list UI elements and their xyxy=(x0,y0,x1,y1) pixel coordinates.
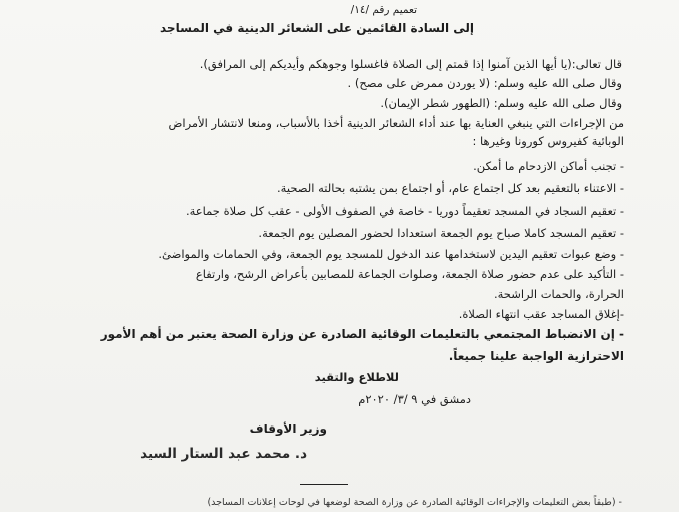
instruction-item-emphasis-continued: الاحترازية الواجبة علينا جميعاً. xyxy=(448,349,624,363)
instruction-item: - تعقيم السجاد في المسجد تعقيماً دوريا - خاصة في الصفوف الأولى - عقب كل صلاة جماعة. xyxy=(185,204,624,218)
addressee-heading: إلى السادة القائمين على الشعائر الدينية في المساجد xyxy=(160,21,474,35)
instruction-item: - تجنب أماكن الازدحام ما أمكن. xyxy=(473,159,624,173)
hadith-quote-1: وقال صلى الله عليه وسلم: (لا يوردن ممرض على مصح) . xyxy=(347,76,622,90)
instruction-item: - وضع عبوات تعقيم اليدين لاستخدامها عند الدخول للمسجد يوم الجمعة، وفي الحمامات والمواضئ. xyxy=(158,247,624,261)
quran-quote: قال تعالى:(يا أيها الذين آمنوا إذا قمتم إلى الصلاة فاغسلوا وجوهكم وأيديكم إلى المرافق). xyxy=(199,57,622,71)
instruction-item: - التأكيد على عدم حضور صلاة الجمعة، وصلوات الجماعة للمصابين بأعراض الرشح، وارتفاع xyxy=(195,267,624,281)
for-information-note: للاطلاع والتقيد xyxy=(314,370,399,384)
minister-signature: د. محمد عبد الستار السيد xyxy=(140,446,307,462)
instruction-item-continued: الحرارة، والحمات الراشحة. xyxy=(493,287,624,301)
footer-note: - (طبقاً بعض التعليمات والإجراءات الوقائية الصادرة عن وزارة الصحة لوضعها في لوحات إعلانات المساجد) xyxy=(207,497,622,508)
document-date: دمشق في ٩ /٣/ ٢٠٢٠م xyxy=(358,392,471,406)
intro-line-1: من الإجراءات التي ينبغي العناية بها عند أداء الشعائر الدينية أخذا بالأسباب، ومنعا لانتشار الأمراض xyxy=(168,116,624,130)
instruction-item: -إغلاق المساجد عقب انتهاء الصلاة. xyxy=(458,307,624,321)
hadith-quote-2: وقال صلى الله عليه وسلم: (الطهور شطر الإيمان). xyxy=(380,96,622,110)
intro-line-2: الوبائية كفيروس كورونا وغيرها : xyxy=(472,134,624,148)
instruction-item: - الاعتناء بالتعقيم بعد كل اجتماع عام، أو اجتماع بمن يشتبه بحالته الصحية. xyxy=(277,181,624,195)
minister-title: وزير الأوقاف xyxy=(249,422,327,436)
footer-divider xyxy=(300,484,348,485)
instruction-item: - تعقيم المسجد كاملا صباح يوم الجمعة استعدادا لحضور المصلين يوم الجمعة. xyxy=(258,226,624,240)
instruction-item-emphasis: - إن الانضباط المجتمعي بالتعليمات الوقائية الصادرة عن وزارة الصحة يعتبر من أهم الأمور xyxy=(100,327,624,341)
circular-number: تعميم رقم /١٤/ xyxy=(350,4,417,16)
